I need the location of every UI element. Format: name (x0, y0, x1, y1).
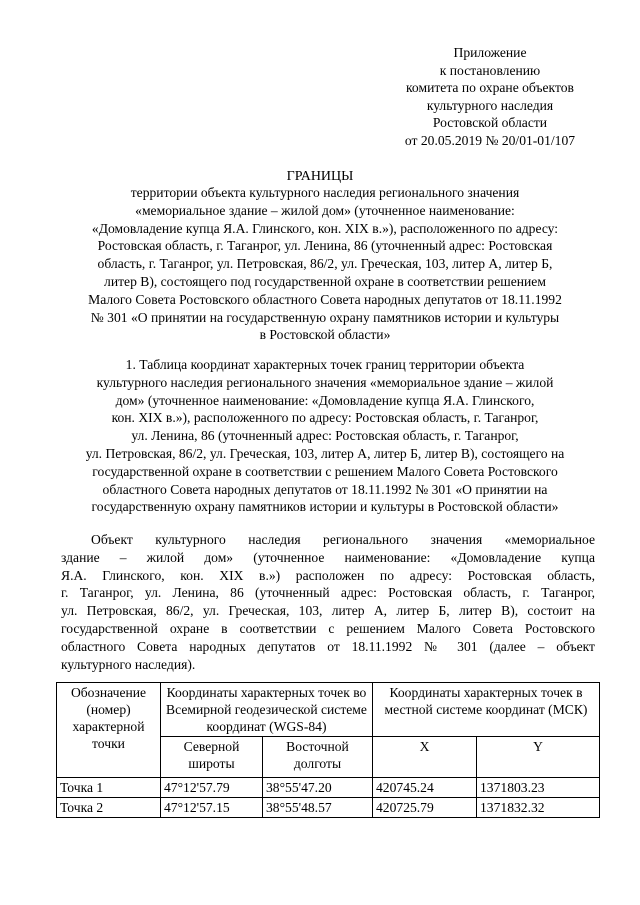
table-header-row (57, 683, 600, 737)
subtitle-line: № 301 «О принятии на государственную охрану памятников истории и культуры (90, 309, 560, 325)
cell-y: 1371832.32 (477, 798, 600, 818)
cell-point-name: Точка 2 (57, 798, 161, 818)
paragraph-line: г. Таганрог, ул. Ленина, 86 (уточненный адрес: Ростовская область, г. Таганрог, (61, 585, 595, 601)
section-line: 1. Таблица координат характерных точек границ территории объекта (125, 357, 525, 372)
cell-latitude: 47°12'57.79 (161, 778, 263, 798)
section-line: областного Совета народных депутатов от 18.11.1992 № 301 «О принятии на (102, 481, 548, 497)
subtitle-line: Ростовская область, г. Таганрог, ул. Ленина, 86 (уточненный адрес: Ростовская (97, 238, 553, 254)
subtitle-line: в Ростовской области» (259, 327, 391, 343)
appendix-line: Приложение (453, 45, 527, 60)
subtitle-line: область, г. Таганрог, ул. Петровская, 86/2, ул. Греческая, 103, литер А, литер Б, (97, 256, 553, 272)
subheader-longitude: Восточной долготы (263, 737, 373, 778)
paragraph-line: ул. Петровская, 86/2, ул. Греческая, 103, литер А, литер Б, литер В), состоит на (61, 603, 595, 619)
section-line: ул. Ленина, 86 (уточненный адрес: Ростовская область, г. Таганрог, (131, 428, 519, 444)
cell-longitude: 38°55'48.57 (263, 798, 373, 818)
section-line: кон. XIX в.»), расположенного по адресу: Ростовская область, г. Таганрог, (111, 410, 539, 426)
cell-longitude: 38°55'47.20 (263, 778, 373, 798)
paragraph-line: Объект культурного наследия регионального значения «мемориальное (91, 532, 595, 547)
cell-y: 1371803.23 (477, 778, 600, 798)
appendix-line: Ростовской области (432, 115, 548, 131)
cell-point-name: Точка 1 (57, 778, 161, 798)
paragraph-line: областного Совета народных депутатов от 18.11.1992 № 301 (далее – объект (61, 638, 595, 654)
coordinates-table (56, 682, 600, 818)
subheader-latitude: Северной широты (161, 737, 263, 778)
section-line: ул. Петровская, 86/2, ул. Греческая, 103, литер А, литер Б, литер В), состоящего на (85, 445, 565, 461)
body-paragraph (61, 531, 595, 673)
subheader-y: Y (477, 737, 600, 778)
cell-x: 420725.79 (373, 798, 477, 818)
appendix-line: от 20.05.2019 № 20/01-01/107 (404, 132, 576, 148)
section-line: государственную охрану памятников истории и культуры в Ростовской области» (91, 499, 559, 515)
header-msk: Координаты характерных точек в местной системе координат (МСК) (373, 683, 600, 737)
header-wgs: Координаты характерных точек во Всемирной геодезической системе координат (WGS-84) (161, 683, 373, 737)
document-title: ГРАНИЦЫ (286, 169, 354, 184)
subtitle-line: Малого Совета Ростовского областного Совета народных депутатов от 18.11.1992 (88, 291, 562, 307)
subheader-x: X (373, 737, 477, 778)
table-row (57, 798, 600, 818)
paragraph-line: здание – жилой дом» (уточненное наименование: «Домовладение купца (61, 549, 595, 565)
table-row (57, 778, 600, 798)
section-heading (55, 356, 595, 516)
subtitle-line: территории объекта культурного наследия регионального значения (130, 185, 520, 200)
header-point-name: Обозначение (номер) характерной точки (57, 683, 161, 778)
paragraph-line: культурного наследия). (61, 656, 196, 672)
appendix-line: культурного наследия (426, 97, 554, 113)
paragraph-line: государственной охране в соответствии с решением Малого Совета Ростовского (61, 620, 595, 636)
section-line: государственной охране в соответствии с решением Малого Совета Ростовского (92, 463, 558, 479)
subtitle-line: «мемориальное здание – жилой дом» (уточненное наименование: (135, 202, 515, 218)
appendix-header (380, 44, 600, 150)
cell-x: 420745.24 (373, 778, 477, 798)
section-line: дом» (уточненное наименование: «Домовладение купца Я.А. Глинского, (115, 392, 535, 408)
subtitle-line: литер В), состоящего под государственной охране в соответствии решением (104, 273, 546, 289)
subtitle-line: «Домовладение купца Я.А. Глинского, кон. XIX в.»), расположенного по адресу: (91, 220, 559, 236)
appendix-line: комитета по охране объектов (406, 80, 574, 96)
section-line: культурного наследия регионального значения «мемориальное здание – жилой (96, 374, 554, 390)
document-subtitle (55, 184, 595, 344)
appendix-line: к постановлению (439, 62, 541, 78)
cell-latitude: 47°12'57.15 (161, 798, 263, 818)
paragraph-line: Я.А. Глинского, кон. XIX в.») расположен по адресу: Ростовская область, (61, 567, 595, 583)
